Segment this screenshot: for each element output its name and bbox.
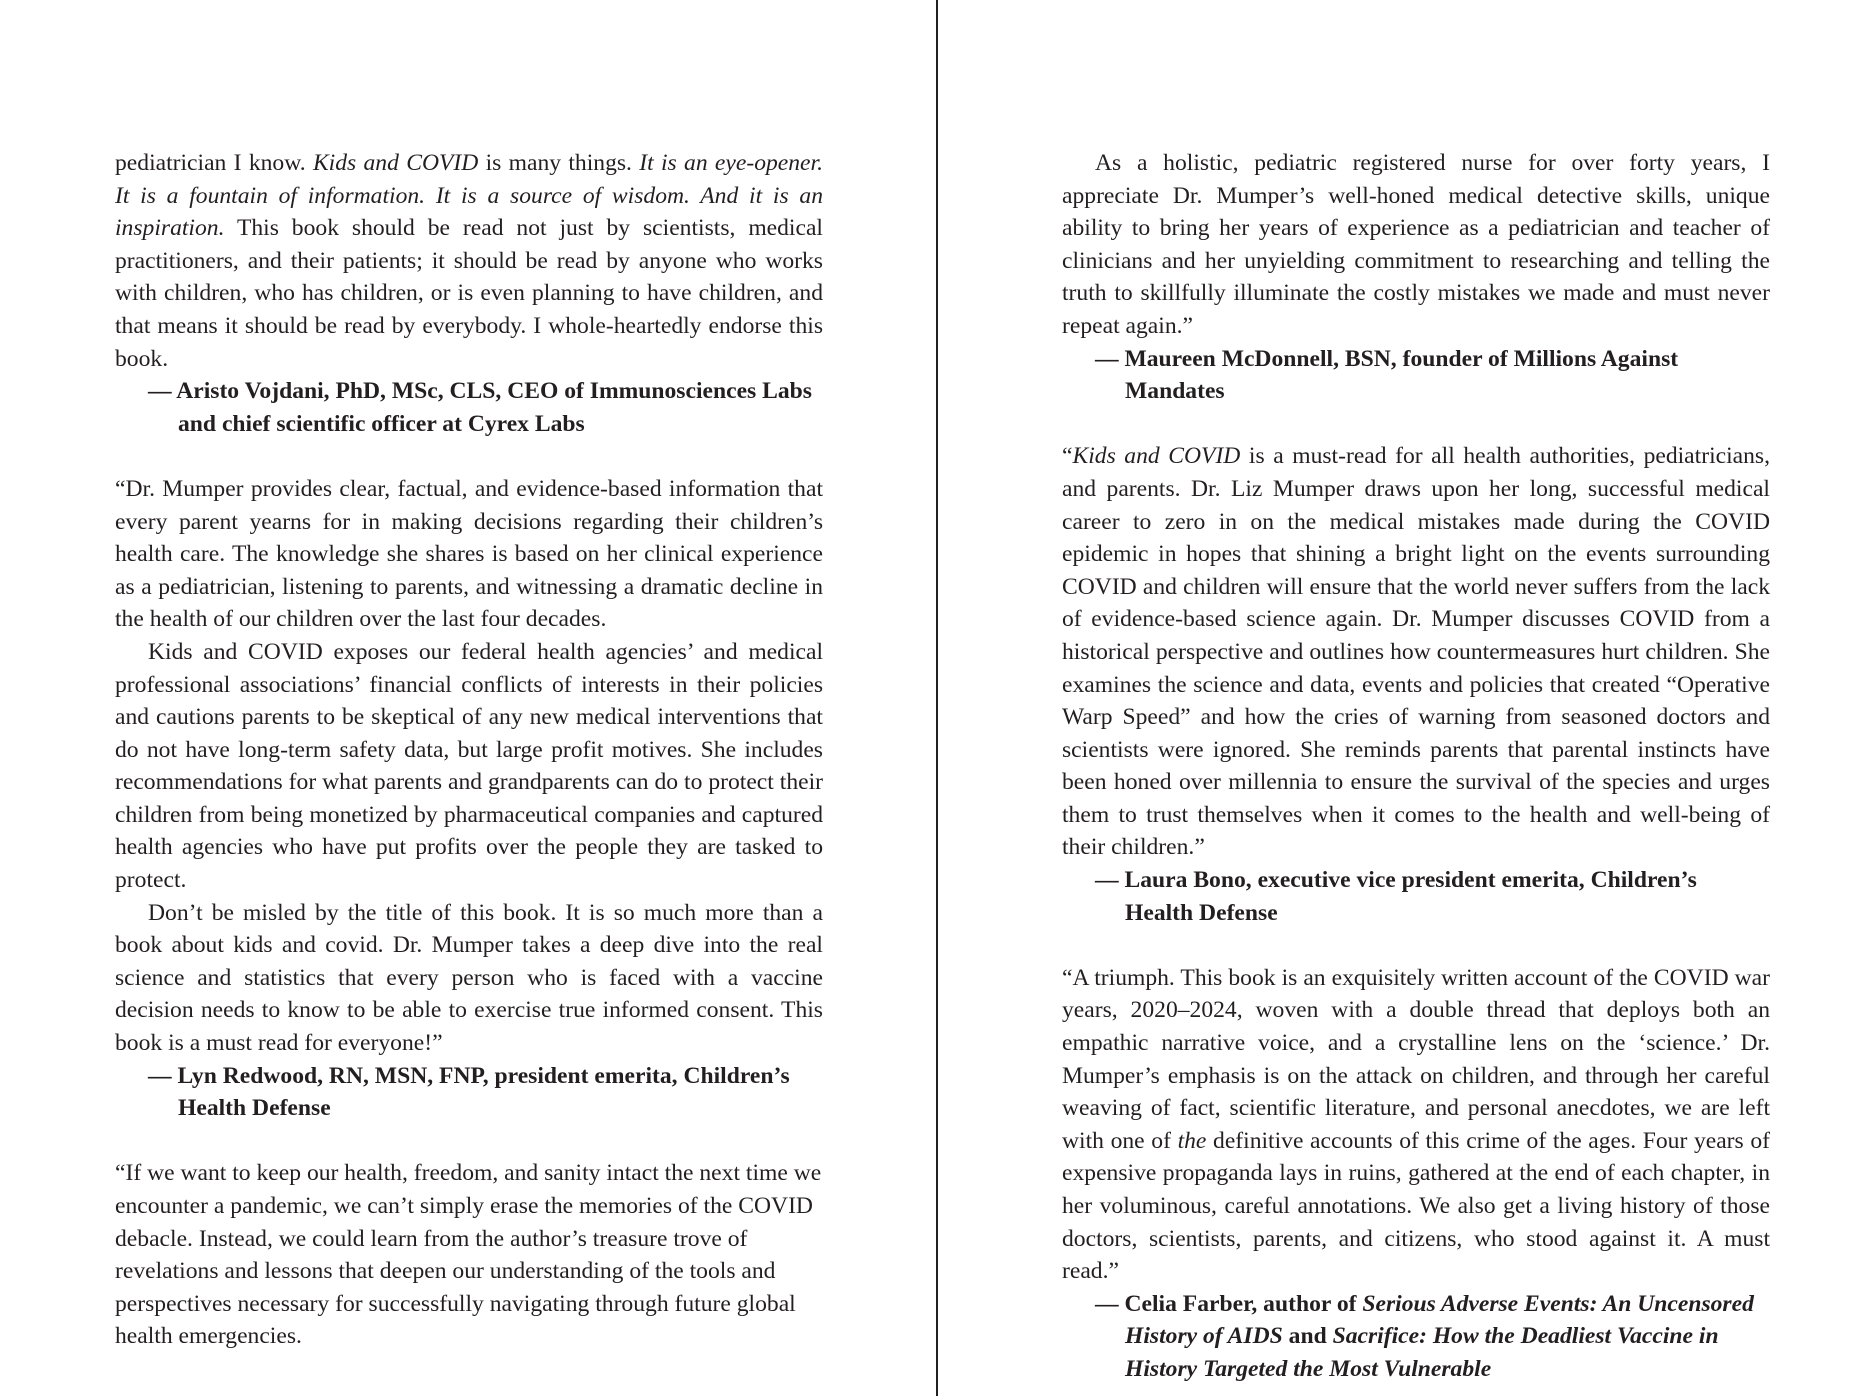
book-title: Serious Adverse Events: An Uncensored History of AIDS — [1125, 1290, 1754, 1350]
italic-quote: It is an eye-opener. It is a fountain of information. It is a source of wisdom. And it is an inspiration. — [115, 150, 823, 242]
right-page — [938, 0, 1862, 1396]
blurb-redwood-paragraph-1: “Dr. Mumper provides clear, factual, and evidence-based information that every parent yearns for in making decisions regarding their children’s health care. The knowledge she shares is based on her clinical experience as a pediatrician, listening to parents, and witnessing a dramatic decline in the health of our children over the last four decades. — [115, 475, 823, 633]
blurb-mcdonnell-paragraph: As a holistic, pediatric registered nurse for over forty years, I appreciate Dr. Mumper’s well-honed medical detective skills, unique ability to bring her years of experience as a pediatrician and teacher of clinicians and her unyielding commitment to researching and telling the truth to skillfully illuminate the costly mistakes we made and must never repeat again.” — [1062, 150, 1770, 339]
spacer — [1062, 929, 1770, 962]
blurb-bono-paragraph: “Kids and COVID is a must-read for all health authorities, pediatricians, and parents. Dr. Liz Mumper draws upon her long, successful medical career to zero in on the medical mistakes made during the COVID epidemic in hopes that shining a bright light on the events surrounding COVID and children will ensure that the world never suffers from the lack of evidence-based science again. Dr. Mumper discusses COVID from a historical perspective and outlines how countermeasures hurt children. She examines the science and data, events and policies that created “Operative Warp Speed” and how the cries of warning from seasoned doctors and scientists were ignored. She reminds parents that parental instincts have been honed over millennia to ensure the survival of the species and urges them to trust themselves when it comes to the health and well-being of their children.” — [1062, 443, 1770, 861]
spacer — [115, 440, 823, 473]
attribution-farber: — Celia Farber, author of Serious Adverse Events: An Uncensored History of AIDS and Sacrifice: How the Deadliest Vaccine in History Targeted the Most Vulnerable — [1095, 1290, 1754, 1382]
blurb-redwood-paragraph-3: Don’t be misled by the title of this book. It is so much more than a book about kids and covid. Dr. Mumper takes a deep dive into the real science and statistics that every person who is faced with a vaccine decision needs to know to be able to exercise true informed consent. This book is a must read for everyone!” — [115, 899, 823, 1057]
attribution-redwood: — Lyn Redwood, RN, MSN, FNP, president emerita, Children’s Health Defense — [148, 1062, 790, 1122]
attribution-bono: — Laura Bono, executive vice president emerita, Children’s Health Defense — [1095, 867, 1697, 926]
emphasis-word: the — [1177, 1127, 1207, 1154]
blurb-pandemic-paragraph: “If we want to keep our health, freedom, and sanity intact the next time we encounter a pandemic, we can’t simply erase the memories of the COVID debacle. Instead, we could learn from the author’s treasure trove of revelations and lessons that deepen our understanding of the tools and perspectives necessary for successfully navigating through future global health emergencies. — [115, 1160, 822, 1350]
spacer — [1062, 408, 1770, 441]
attribution-mcdonnell: — Maureen McDonnell, BSN, founder of Millions Against Mandates — [1095, 345, 1679, 405]
book-title: Kids and COVID — [1072, 443, 1241, 470]
blurb-redwood-paragraph-2: Kids and COVID exposes our federal health agencies’ and medical professional associations’ financial conflicts of interests in their policies and cautions parents to be skeptical of any new medical interventions that do not have long-term safety data, but large profit motives. She includes recommendations for what parents and grandparents can do to protect their children from being monetized by pharmaceutical companies and captured health agencies who have put profits over the people they are tasked to protect. — [115, 638, 823, 894]
book-title: Sacrifice: How the Deadliest Vaccine in History Targeted the Most Vulnerable — [1125, 1323, 1719, 1382]
right-text-column — [1062, 147, 1770, 1386]
book-title: Kids and COVID — [312, 150, 479, 176]
blurb-vojdani-text: pediatrician I know. Kids and COVID is many things. It is an eye-opener. It is a fountain of information. It is a source of wisdom. And it is an inspiration. This book should be read not just by scientists, medical practitioners, and their patients; it should be read by anyone who works with children, who has children, or is even planning to have children, and that means it should be read by everybody. I whole-heartedly endorse this book. — [115, 150, 823, 372]
left-text-column — [115, 147, 823, 1353]
spacer — [115, 1125, 823, 1158]
blurb-farber-paragraph: “A triumph. This book is an exquisitely written account of the COVID war years, 2020–2024, woven with a double thread that deploys both an empathic narrative voice, and a crystalline lens on the ‘science.’ Dr. Mumper’s emphasis is on the attack on children, and through her careful weaving of fact, scientific literature, and personal anecdotes, we are left with one of the definitive accounts of this crime of the ages. Four years of expensive propaganda lays in ruins, gathered at the end of each chapter, in her voluminous, careful annotations. We also get a living history of those doctors, scientists, parents, and citizens, who stood against it. A must read.” — [1062, 964, 1771, 1285]
attribution-vojdani: — Aristo Vojdani, PhD, MSc, CLS, CEO of Immunosciences Labs and chief scientific officer at Cyrex Labs — [148, 378, 812, 437]
